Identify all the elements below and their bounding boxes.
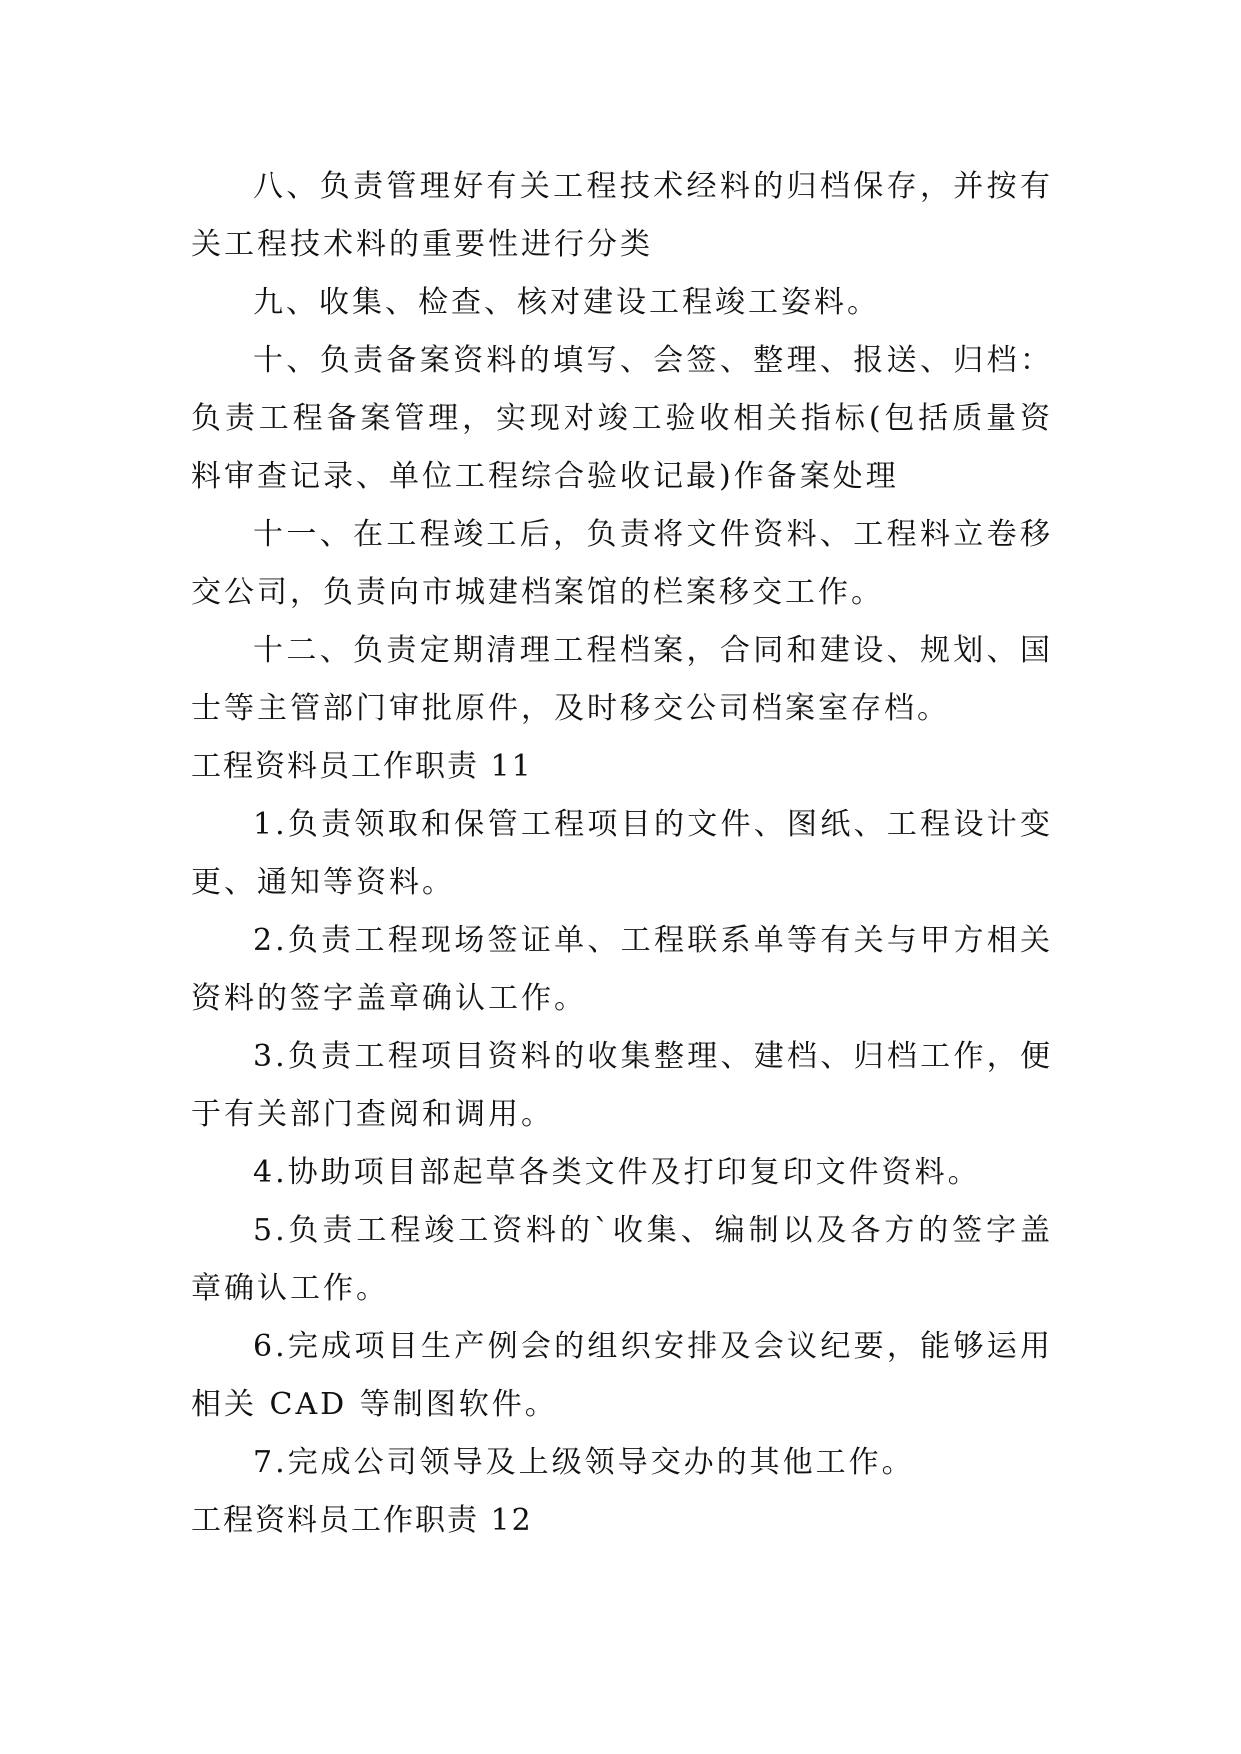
duty-item-3: 3.负责工程项目资料的收集整理、建档、归档工作，便于有关部门查阅和调用。 [191, 1039, 1053, 1132]
duty-item-4: 4.协助项目部起草各类文件及打印复印文件资料。 [253, 1155, 981, 1190]
duty-item-2: 2.负责工程现场签证单、工程联系单等有关与甲方相关资料的签字盖章确认工作。 [191, 923, 1053, 1016]
section-heading-11: 工程资料员工作职责 11 [191, 749, 533, 784]
paragraph-item-10: 十、负责备案资料的填写、会签、整理、报送、归档：负责工程备案管理，实现对竣工验收相关指标(包括质量资料审查记录、单位工程综合验收记最)作备案处理 [191, 343, 1053, 494]
duty-item-1: 1.负责领取和保管工程项目的文件、图纸、工程设计变更、通知等资料。 [191, 807, 1053, 900]
document-body [191, 158, 1053, 1550]
section-heading-12: 工程资料员工作职责 12 [191, 1503, 533, 1538]
paragraph-item-8: 八、负责管理好有关工程技术经料的归档保存，并按有关工程技术料的重要性进行分类 [191, 169, 1053, 262]
paragraph-item-11: 十一、在工程竣工后，负责将文件资料、工程料立卷移交公司，负责向市城建档案馆的栏案移交工作。 [191, 517, 1053, 610]
duty-item-5: 5.负责工程竣工资料的`收集、编制以及各方的签字盖章确认工作。 [191, 1213, 1053, 1306]
duty-item-7: 7.完成公司领导及上级领导交办的其他工作。 [253, 1445, 915, 1480]
paragraph-item-12: 十二、负责定期清理工程档案，合同和建设、规划、国士等主管部门审批原件，及时移交公司档案室存档。 [191, 633, 1053, 726]
duty-item-6: 6.完成项目生产例会的组织安排及会议纪要，能够运用相关 CAD 等制图软件。 [191, 1329, 1053, 1422]
paragraph-item-9: 九、收集、检查、核对建设工程竣工姿料。 [253, 285, 880, 320]
